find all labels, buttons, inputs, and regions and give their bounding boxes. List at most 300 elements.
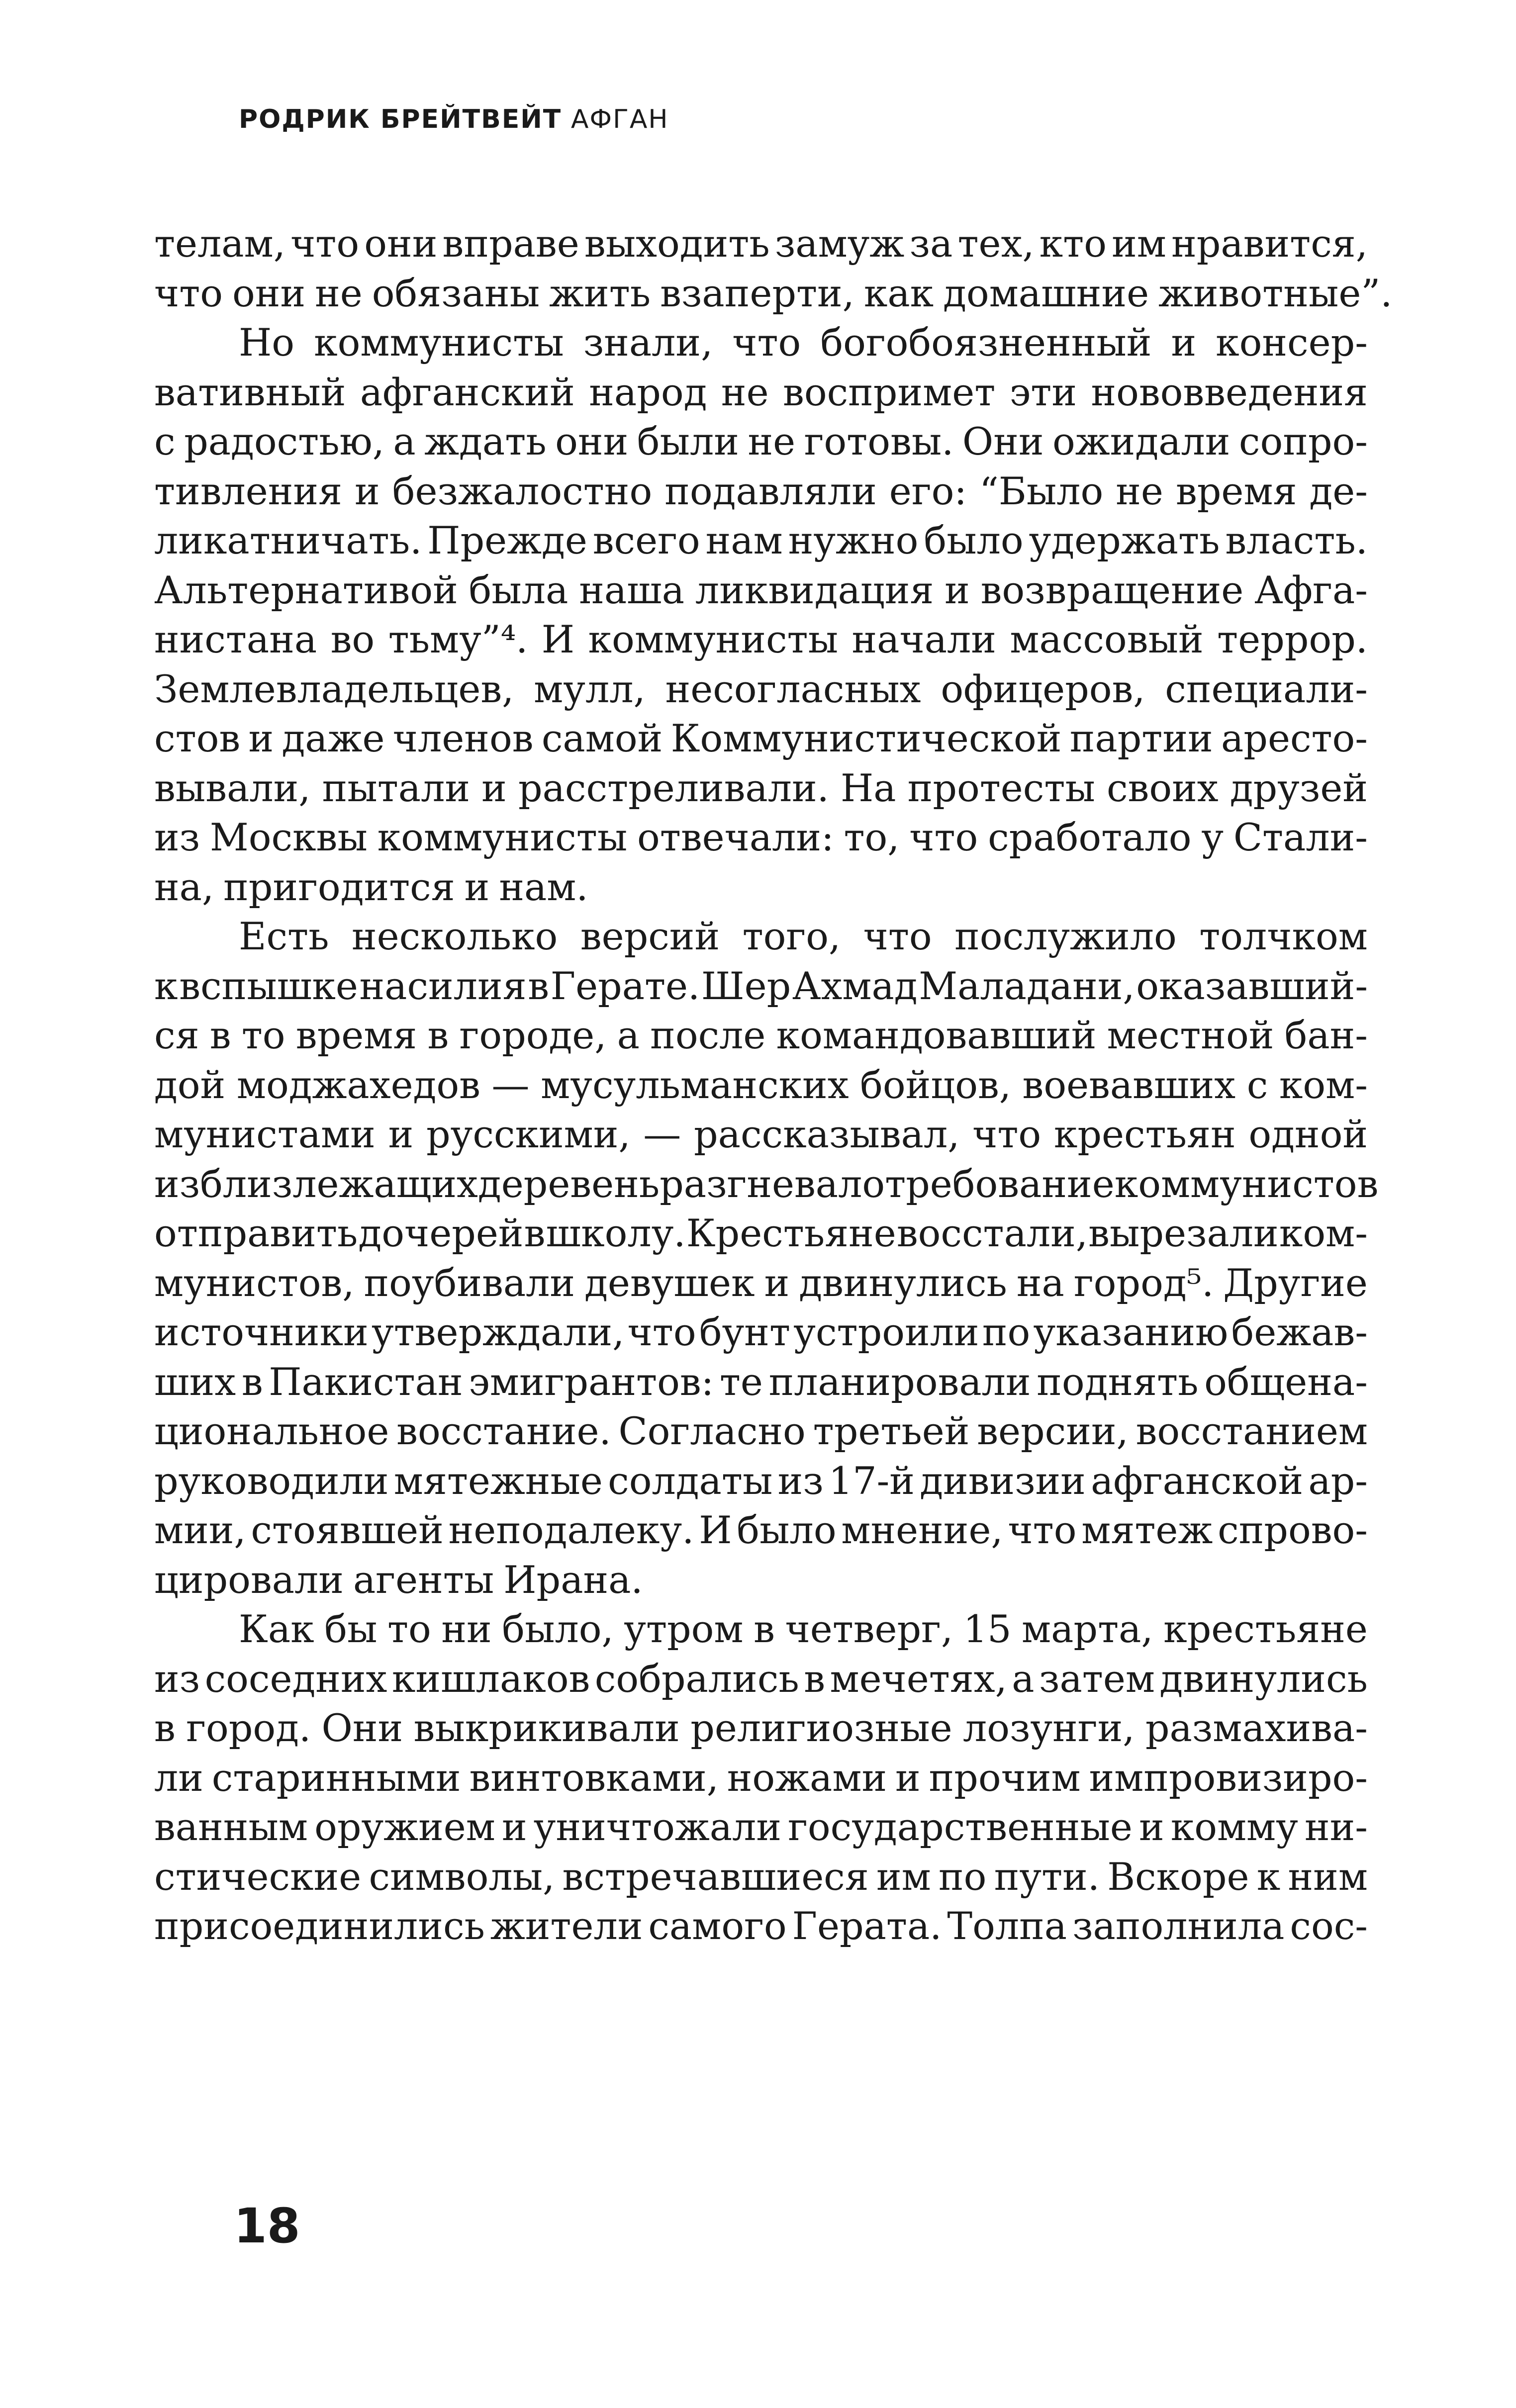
word: ли — [154, 1755, 203, 1800]
word: выкрикивали — [413, 1706, 680, 1750]
word: насилия — [359, 963, 527, 1008]
word: бы — [324, 1607, 378, 1651]
word: к — [1256, 1854, 1281, 1899]
word: крестьян — [1053, 1112, 1236, 1156]
text-line — [154, 1654, 1368, 1704]
word: того, — [742, 914, 841, 958]
text-line — [154, 1357, 1368, 1407]
word: Герата. — [792, 1904, 942, 1948]
word: ших — [154, 1359, 236, 1404]
word: ни- — [1304, 1805, 1368, 1849]
word: в — [241, 1359, 263, 1404]
word: и — [464, 864, 490, 909]
word: что — [627, 1310, 696, 1354]
word: животные”. — [1158, 271, 1393, 315]
word: указанию — [1033, 1310, 1229, 1354]
word: бунт — [699, 1310, 790, 1354]
word: Стали- — [1233, 815, 1368, 859]
running-head-book-title: АФГАН — [570, 104, 669, 134]
text-line — [154, 1703, 1368, 1753]
word: вправе — [442, 221, 579, 266]
word: было — [737, 1508, 837, 1552]
word: взаперти, — [660, 271, 854, 315]
running-head-author: РОДРИК БРЕЙТВЕЙТ — [239, 104, 562, 134]
word: ар- — [1308, 1458, 1368, 1503]
text-line — [154, 516, 1368, 565]
word: вывали, — [154, 765, 311, 810]
word: была — [469, 567, 568, 612]
word: было, — [502, 1607, 614, 1651]
word: выходить — [584, 221, 770, 266]
word: народ — [589, 370, 707, 414]
text-line — [154, 1802, 1368, 1852]
text-line — [154, 912, 1368, 961]
word: отвечали: — [637, 815, 834, 859]
word: что — [972, 1112, 1042, 1156]
word: Ирана. — [503, 1557, 643, 1602]
word: своих — [1106, 765, 1219, 810]
word: прочим — [929, 1755, 1081, 1800]
word: коммунисты — [314, 320, 564, 365]
page-number: 18 — [234, 2198, 300, 2254]
word: массовый — [1010, 617, 1204, 661]
word: сработало — [988, 815, 1192, 859]
word: командовавший — [776, 1013, 1097, 1057]
word: эти — [1009, 370, 1077, 414]
word: партии — [1069, 716, 1213, 760]
word: дой — [154, 1062, 226, 1107]
text-line — [154, 1604, 1368, 1654]
word: Но — [239, 320, 295, 365]
word: четверг, — [785, 1607, 953, 1651]
word: третьей — [813, 1409, 970, 1453]
word: на, — [154, 864, 214, 909]
word: Они — [962, 419, 1044, 463]
word: то, — [844, 815, 900, 859]
word: 17-й — [828, 1458, 915, 1503]
word: специали- — [1165, 666, 1368, 711]
word: что — [154, 271, 223, 315]
word: близлежащих — [200, 1161, 478, 1206]
word: государственные — [788, 1805, 1133, 1849]
word: власть. — [1225, 518, 1368, 562]
word: планировали — [768, 1359, 1031, 1404]
word: а — [1012, 1656, 1035, 1701]
word: безжалостно — [392, 468, 653, 513]
word: вативный — [154, 370, 346, 414]
word: и — [502, 1805, 527, 1849]
word: утверждали, — [371, 1310, 625, 1354]
word: что — [290, 221, 360, 266]
word: Как — [239, 1607, 314, 1651]
word: цировали — [154, 1557, 344, 1602]
word: обязаны — [372, 271, 540, 315]
text-line — [154, 1258, 1368, 1308]
word: у — [1201, 815, 1224, 859]
word: сос- — [1290, 1904, 1368, 1948]
word: что — [1008, 1508, 1077, 1552]
word: послужило — [954, 914, 1177, 958]
word: городе, — [459, 1013, 607, 1057]
word: Альтернативой — [154, 567, 458, 612]
text-line — [154, 1011, 1368, 1060]
word: по — [939, 1854, 987, 1899]
word: афганской — [1091, 1458, 1304, 1503]
word: импровизиро- — [1089, 1755, 1368, 1800]
word: рассказывал, — [694, 1112, 960, 1156]
word: радостью, — [184, 419, 384, 463]
word: символы, — [369, 1854, 555, 1899]
word: как — [863, 271, 934, 315]
word: двинулись — [1159, 1656, 1368, 1701]
text-line — [154, 1159, 1379, 1209]
text-line — [154, 565, 1368, 615]
word: с — [1246, 1062, 1268, 1107]
word: на — [1016, 1260, 1064, 1305]
text-line — [154, 813, 1368, 862]
word: и — [895, 1755, 921, 1800]
word: спрово- — [1218, 1508, 1368, 1552]
text-line — [154, 368, 1368, 417]
word: аресто- — [1221, 716, 1368, 760]
word: Крестьяне — [686, 1211, 896, 1255]
word: нам. — [499, 864, 588, 909]
word: офицеров, — [941, 666, 1145, 711]
word: Пакистан — [269, 1359, 463, 1404]
word: Согласно — [618, 1409, 806, 1453]
word: мечетях, — [830, 1656, 1007, 1701]
word: одной — [1248, 1112, 1368, 1156]
word: во — [330, 617, 375, 661]
word: сопро- — [1238, 419, 1368, 463]
word: мятеж — [1081, 1508, 1213, 1552]
word: циональное — [154, 1409, 389, 1453]
word: в — [524, 1211, 546, 1255]
word: Толпа — [947, 1904, 1067, 1948]
word: после — [650, 1013, 766, 1057]
word: жители — [490, 1904, 643, 1948]
word: мулл, — [534, 666, 646, 711]
word: знали, — [583, 320, 713, 365]
word: ком- — [1279, 1062, 1368, 1107]
text-line — [154, 318, 1368, 368]
word: эмигрантов: — [469, 1359, 714, 1404]
text-line — [154, 1060, 1368, 1110]
word: в — [804, 1656, 825, 1701]
word: источники — [154, 1310, 369, 1354]
text-line — [154, 417, 1368, 466]
text-line — [154, 1406, 1368, 1456]
word: не — [315, 271, 363, 315]
word: в — [427, 1013, 449, 1057]
word: Шер — [701, 963, 791, 1008]
word: собрались — [594, 1656, 799, 1701]
word: де- — [1309, 468, 1368, 513]
word: тех, — [957, 221, 1035, 266]
word: Прежде — [427, 518, 587, 562]
word: затем — [1039, 1656, 1155, 1701]
word: наша — [579, 567, 685, 612]
word: город⁵. — [1073, 1260, 1214, 1305]
word: дивизии — [920, 1458, 1086, 1503]
word: что — [909, 815, 978, 859]
word: Афга- — [1254, 567, 1368, 612]
word: бежав- — [1231, 1310, 1368, 1354]
word: что — [863, 914, 932, 958]
word: пригодится — [223, 864, 455, 909]
word: поднять — [1037, 1359, 1199, 1404]
word: удержать — [1029, 518, 1220, 562]
word: к — [154, 963, 178, 1008]
word: и — [388, 1112, 414, 1156]
word: марта, — [1022, 1607, 1153, 1651]
word: несогласных — [665, 666, 921, 711]
word: стов — [154, 716, 241, 760]
word: богобоязненный — [820, 320, 1152, 365]
word: версий — [580, 914, 720, 958]
word: подавляли — [664, 468, 877, 513]
word: ножами — [727, 1755, 887, 1800]
word: то — [387, 1607, 431, 1651]
word: крестьяне — [1163, 1607, 1368, 1651]
word: религиозные — [690, 1706, 952, 1750]
word: и — [1138, 1805, 1164, 1849]
word: — — [491, 1062, 530, 1107]
word: из — [154, 815, 200, 859]
word: восстанием — [1136, 1409, 1368, 1453]
word: восстание. — [396, 1409, 611, 1453]
word: Вскоре — [1107, 1854, 1249, 1899]
word: размахива- — [1145, 1706, 1368, 1750]
word: в — [209, 1013, 231, 1057]
word: воспримет — [783, 370, 996, 414]
word: На — [840, 765, 896, 810]
word: террор. — [1217, 617, 1368, 661]
word: и — [764, 1260, 790, 1305]
word: в — [528, 963, 550, 1008]
text-line — [154, 269, 1393, 318]
word: руководили — [154, 1458, 389, 1503]
word: оказавший- — [1136, 963, 1368, 1008]
word: из — [154, 1656, 200, 1701]
word: нужно — [788, 518, 919, 562]
word: винтовками, — [469, 1755, 719, 1800]
word: восстали, — [896, 1211, 1088, 1255]
word: ним — [1288, 1854, 1368, 1899]
word: версии, — [977, 1409, 1129, 1453]
word: и — [355, 468, 380, 513]
word: не — [748, 419, 796, 463]
word: пути. — [994, 1854, 1100, 1899]
text-line — [154, 763, 1368, 813]
text-line — [154, 1505, 1368, 1555]
word: расстреливали. — [518, 765, 829, 810]
word: отправить — [154, 1211, 358, 1255]
word: неподалеку. — [448, 1508, 694, 1552]
word: жить — [549, 271, 651, 315]
word: двинулись — [799, 1260, 1007, 1305]
word: время — [1175, 468, 1297, 513]
word: школу. — [546, 1211, 686, 1255]
word: И — [541, 617, 575, 661]
word: мнение, — [841, 1508, 1003, 1552]
word: ванным — [154, 1805, 308, 1849]
word: моджахедов — [236, 1062, 480, 1107]
word: и — [481, 765, 507, 810]
word: что — [732, 320, 801, 365]
text-line — [154, 1307, 1368, 1357]
text-line — [154, 1555, 1368, 1605]
word: солдаты — [608, 1458, 773, 1503]
word: Другие — [1223, 1260, 1368, 1305]
word: из — [777, 1458, 824, 1503]
word: нововведения — [1091, 370, 1368, 414]
word: мусульманских — [541, 1062, 849, 1107]
word: мунистами — [154, 1112, 376, 1156]
word: коммунисты — [588, 617, 839, 661]
word: Они — [321, 1706, 403, 1750]
word: а — [393, 419, 416, 463]
word: они — [555, 419, 629, 463]
word: кишлаков — [391, 1656, 590, 1701]
word: город. — [186, 1706, 311, 1750]
word: его: — [889, 468, 967, 513]
word: кто — [1039, 221, 1107, 266]
word: были — [637, 419, 739, 463]
word: деревень — [477, 1161, 660, 1206]
word: они — [364, 221, 438, 266]
word: даже — [282, 716, 385, 760]
text-line — [154, 1456, 1368, 1506]
word: начали — [852, 617, 996, 661]
word: воевавших — [1022, 1062, 1236, 1107]
word: тьму”⁴. — [388, 617, 528, 661]
word: в — [754, 1607, 775, 1651]
text-line — [154, 714, 1368, 763]
word: “Было — [979, 468, 1104, 513]
word: им — [1112, 221, 1166, 266]
word: ни — [441, 1607, 492, 1651]
word: Коммунистической — [670, 716, 1062, 760]
word: готовы. — [804, 419, 954, 463]
word: Москвы — [209, 815, 368, 859]
word: ком- — [1279, 1211, 1368, 1255]
word: всего — [592, 518, 700, 562]
word: лозунги, — [962, 1706, 1135, 1750]
word: комму — [1170, 1805, 1298, 1849]
word: протесты — [907, 765, 1095, 810]
word: толчком — [1199, 914, 1368, 958]
word: то — [241, 1013, 285, 1057]
word: вспышке — [179, 963, 358, 1008]
word: дочерей — [358, 1211, 524, 1255]
word: тивления — [154, 468, 342, 513]
word: в — [154, 1706, 176, 1750]
text-line — [154, 664, 1368, 714]
word: местной — [1107, 1013, 1274, 1057]
word: агенты — [353, 1557, 494, 1602]
word: Маладани, — [919, 963, 1135, 1008]
word: оружием — [314, 1805, 495, 1849]
word: ждать — [424, 419, 547, 463]
text-line — [154, 961, 1368, 1011]
text-line — [154, 466, 1368, 516]
text-line — [154, 1208, 1368, 1258]
word: ликвидация — [695, 567, 934, 612]
word: — — [643, 1112, 681, 1156]
word: и — [1171, 320, 1197, 365]
word: за — [909, 221, 953, 266]
word: общена- — [1204, 1359, 1368, 1404]
word: старинными — [211, 1755, 461, 1800]
word: заполнила — [1072, 1904, 1285, 1948]
word: те — [719, 1359, 763, 1404]
word: требование — [885, 1161, 1115, 1206]
word: встречавшиеся — [562, 1854, 869, 1899]
word: несколько — [351, 914, 558, 958]
word: ожидали — [1052, 419, 1231, 463]
word: И — [699, 1508, 732, 1552]
word: не — [1116, 468, 1163, 513]
word: Землевладельцев, — [154, 666, 514, 711]
word: не — [721, 370, 769, 414]
word: стоявшей — [251, 1508, 444, 1552]
word: они — [232, 271, 306, 315]
text-line — [154, 862, 1368, 912]
word: мии, — [154, 1508, 246, 1552]
word: коммунисты — [377, 815, 628, 859]
text-line — [154, 1901, 1368, 1951]
word: афганский — [360, 370, 575, 414]
word: соседних — [204, 1656, 387, 1701]
running-head — [239, 104, 669, 134]
text-line — [154, 615, 1368, 664]
word: было — [924, 518, 1024, 562]
word: мунистов, — [154, 1260, 355, 1305]
word: возвращение — [980, 567, 1244, 612]
text-line — [154, 1110, 1368, 1159]
word: пытали — [322, 765, 471, 810]
word: поубивали — [364, 1260, 575, 1305]
word: уничтожали — [533, 1805, 781, 1849]
word: замуж — [774, 221, 905, 266]
word: ся — [154, 1013, 199, 1057]
word: телам, — [154, 221, 285, 266]
text-line — [154, 1852, 1368, 1902]
word: девушек — [584, 1260, 755, 1305]
word: Герате. — [550, 963, 700, 1008]
word: русскими, — [426, 1112, 631, 1156]
word: время — [295, 1013, 417, 1057]
word: устроили — [793, 1310, 979, 1354]
word: а — [617, 1013, 640, 1057]
word: нравится, — [1171, 221, 1368, 266]
word: разгневало — [660, 1161, 885, 1206]
word: утром — [624, 1607, 744, 1651]
word: друзей — [1230, 765, 1368, 810]
word: с — [154, 419, 176, 463]
word: и — [945, 567, 970, 612]
word: присоединились — [154, 1904, 485, 1948]
word: вырезали — [1088, 1211, 1279, 1255]
word: самой — [541, 716, 663, 760]
word: самого — [648, 1904, 787, 1948]
text-line — [154, 219, 1368, 269]
word: мятежные — [393, 1458, 603, 1503]
word: нистана — [154, 617, 317, 661]
word: 15 — [963, 1607, 1012, 1651]
word: коммунистов — [1114, 1161, 1379, 1206]
